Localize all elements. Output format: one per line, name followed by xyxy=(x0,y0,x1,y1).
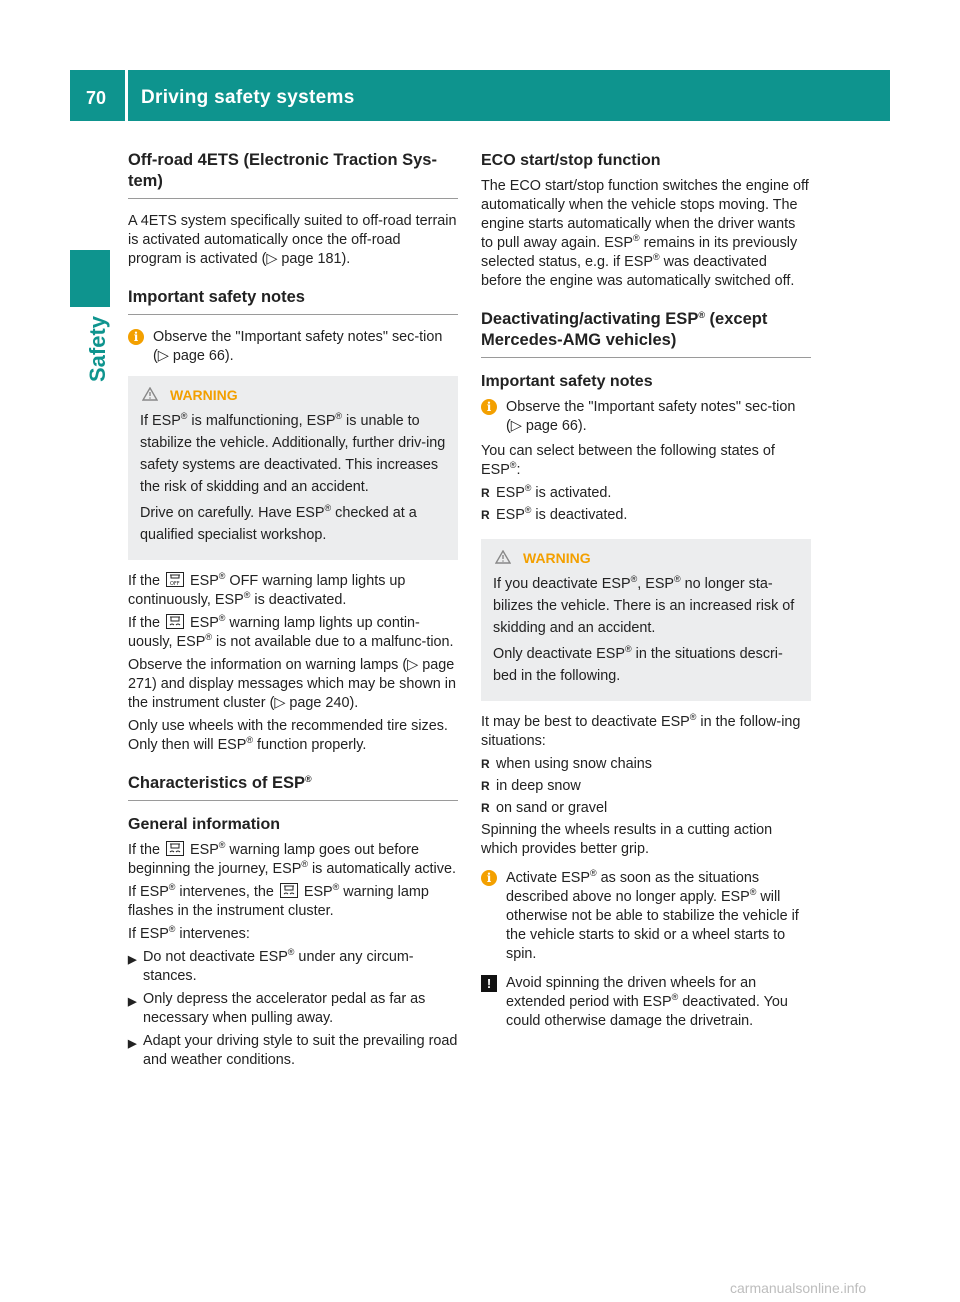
text-span: Deactivating/activating ESP xyxy=(481,310,699,328)
esp-lamp-icon xyxy=(280,883,298,898)
registered-mark: ® xyxy=(671,992,679,1002)
registered-mark: ® xyxy=(630,574,638,584)
warning-triangle-icon xyxy=(142,387,158,401)
text-span: ESP xyxy=(496,507,525,523)
list-item: R when using snow chains xyxy=(481,755,811,774)
registered-mark: ® xyxy=(324,503,332,513)
text-span: under any circum-stances. xyxy=(143,949,414,984)
arrow-icon: ▶ xyxy=(128,1038,137,1050)
warning-paragraph-1 xyxy=(140,410,448,498)
text-span: is not available due to a malfunc-tion. xyxy=(211,634,454,650)
left-column xyxy=(128,150,458,1074)
text-span: : xyxy=(516,462,521,478)
esp-off-lamp-icon xyxy=(166,572,184,587)
text-span: You can select between the following states of ESP xyxy=(481,443,775,478)
list-item xyxy=(481,506,811,525)
text-span: is malfunctioning, ESP xyxy=(187,413,336,429)
registered-mark: ® xyxy=(218,840,226,850)
right-column xyxy=(481,150,811,1037)
paragraph-wheels xyxy=(128,717,458,755)
text-span: The ECO start/stop function switches the engine off automatically when the vehicle stops moving. The engine starts automatically when the driver wants to pull away again. ESP xyxy=(481,178,809,251)
text-span: If the xyxy=(128,615,160,631)
registered-mark: ® xyxy=(524,505,532,515)
heading-safety-notes-right: Important safety notes xyxy=(481,373,653,390)
paragraph-lamp-goes-out xyxy=(128,841,458,879)
svg-text:OFF: OFF xyxy=(170,581,180,587)
info-icon: i xyxy=(481,870,497,886)
text-span: If the xyxy=(128,573,160,589)
list-item: R on sand or gravel xyxy=(481,799,811,818)
text-span: intervenes: xyxy=(175,926,250,942)
step-item xyxy=(128,948,458,986)
text-span: Activate ESP xyxy=(506,870,590,886)
heading-eco-start-stop: ECO start/stop function xyxy=(481,152,661,169)
warning-box xyxy=(481,539,811,701)
warning-heading xyxy=(493,547,801,569)
paragraph-best-to-deactivate xyxy=(481,713,811,751)
text-span: remains in its previously selected status, e.g. if ESP xyxy=(481,235,798,270)
registered-mark: ® xyxy=(287,947,295,957)
registered-mark: ® xyxy=(652,252,660,262)
heading-deactivating-esp xyxy=(481,309,811,358)
header-divider xyxy=(125,70,128,121)
text-span: Drive on carefully. Have ESP xyxy=(140,505,325,521)
text-span: checked at a qualified specialist workshop. xyxy=(140,505,417,543)
step-item xyxy=(128,990,458,1028)
text-span: If ESP xyxy=(140,413,181,429)
paragraph-warning-lamps-info: Observe the information on warning lamps (▷ page 271) and display messages which may be shown in the instrument cluster (▷ page 240). xyxy=(128,657,456,711)
heading-general-info: General information xyxy=(128,816,281,833)
text-span: It may be best to deactivate ESP xyxy=(481,714,690,730)
registered-mark: ® xyxy=(689,712,697,722)
registered-mark: ® xyxy=(749,887,757,897)
info-icon: i xyxy=(128,329,144,345)
text-span: is deactivated. xyxy=(250,592,347,608)
info-icon: i xyxy=(481,399,497,415)
info-note xyxy=(128,328,458,366)
registered-mark: ® xyxy=(168,882,176,892)
text-span: OFF warning lamp lights up continuously, ESP xyxy=(128,573,406,608)
paragraph-spinning: Spinning the wheels results in a cutting action which provides better grip. xyxy=(481,822,773,857)
text-span: warning lamp lights up contin-uously, ESP xyxy=(128,615,420,650)
paragraph-esp-lamp xyxy=(128,614,458,652)
registered-mark: ® xyxy=(332,882,340,892)
text-span: will otherwise not be able to stabilize the vehicle if the vehicle starts to skid or a wheel starts to spin. xyxy=(506,889,799,962)
text-span: Only use wheels with the recommended tire sizes. Only then will ESP xyxy=(128,718,448,753)
text-span: is unable to stabilize the vehicle. Additionally, further driv-ing safety systems are deactivated. This increases the risk of skidding and an accident. xyxy=(140,413,446,495)
registered-mark: ® xyxy=(205,632,212,642)
watermark: carmanualsonline.info xyxy=(730,1280,867,1296)
text-span: is activated. xyxy=(531,485,612,501)
text-span: (except Mercedes-AMG vehicles) xyxy=(481,310,768,349)
registered-mark: ® xyxy=(509,460,517,470)
esp-lamp-icon xyxy=(166,614,184,629)
heading-characteristics xyxy=(128,773,458,801)
warning-paragraph-2 xyxy=(493,643,801,687)
paragraph-4ets: A 4ETS system specifically suited to off-road terrain is activated automatically once the off-road program is activated (▷ page 181). xyxy=(128,213,457,267)
section-tab xyxy=(70,250,110,307)
text-span: Do not deactivate ESP xyxy=(143,949,288,965)
text-span: function properly. xyxy=(253,737,367,753)
text-span: ESP xyxy=(190,842,219,858)
exclamation-icon: ! xyxy=(481,975,497,992)
warning-triangle-icon xyxy=(495,550,511,564)
text-span: in the situations descri-bed in the following. xyxy=(493,646,783,684)
arrow-icon: ▶ xyxy=(128,954,137,966)
registered-mark: ® xyxy=(218,571,226,581)
text-span: ESP xyxy=(190,615,219,631)
text-span: intervenes, the xyxy=(175,884,274,900)
registered-mark: ® xyxy=(698,310,705,320)
step-item xyxy=(128,1032,458,1070)
text-span: Adapt your driving style to suit the prevailing road and weather conditions. xyxy=(143,1033,458,1068)
registered-mark: ® xyxy=(335,411,343,421)
esp-lamp-icon xyxy=(166,841,184,856)
text-span: If ESP xyxy=(128,884,169,900)
header-title: Driving safety systems xyxy=(141,87,355,108)
warning-paragraph-1 xyxy=(493,573,801,639)
info-note xyxy=(481,398,811,436)
text-span: Only deactivate ESP xyxy=(493,646,625,662)
paragraph-states xyxy=(481,442,811,480)
section-label: Safety xyxy=(85,315,110,382)
info-note-text: Observe the "Important safety notes" sec-tion (▷ page 66). xyxy=(506,399,796,434)
arrow-icon: ▶ xyxy=(128,996,137,1008)
text-span: , ESP xyxy=(637,576,675,592)
text-span: as soon as the situations described above no longer apply. ESP xyxy=(506,870,760,905)
paragraph-if-intervenes xyxy=(128,925,458,944)
text-span: is deactivated. xyxy=(531,507,628,523)
caution-note xyxy=(481,974,811,1031)
registered-mark: ® xyxy=(301,859,308,869)
text-span: If ESP xyxy=(128,926,169,942)
heading-safety-notes-text: Important safety notes xyxy=(128,288,305,306)
registered-mark: ® xyxy=(218,613,226,623)
text-span: If the xyxy=(128,842,160,858)
list-item: R in deep snow xyxy=(481,777,811,796)
registered-mark: ® xyxy=(246,735,254,745)
registered-mark: ® xyxy=(243,590,251,600)
text-span: in the follow-ing situations: xyxy=(481,714,801,749)
text-span: ESP xyxy=(496,485,525,501)
warning-heading xyxy=(140,384,448,406)
registered-mark: ® xyxy=(180,411,188,421)
registered-mark: ® xyxy=(524,483,532,493)
paragraph-eco xyxy=(481,177,811,291)
heading-safety-notes xyxy=(128,287,458,315)
registered-mark: ® xyxy=(589,868,597,878)
info-note xyxy=(481,869,811,964)
text-span: warning lamp flashes in the instrument cluster. xyxy=(128,884,429,919)
registered-mark: ® xyxy=(674,574,681,584)
registered-mark: ® xyxy=(168,924,176,934)
info-note-text: Observe the "Important safety notes" sec-tion (▷ page 66). xyxy=(153,329,443,364)
warning-box xyxy=(128,376,458,560)
text-span: no longer sta-bilizes the vehicle. There is an increased risk of skidding and an accident. xyxy=(493,576,795,636)
text-span: Only depress the accelerator pedal as far as necessary when pulling away. xyxy=(143,991,426,1026)
registered-mark: ® xyxy=(624,644,632,654)
page-number: 70 xyxy=(86,88,107,108)
text-span: Avoid spinning the driven wheels for an extended period with ESP xyxy=(506,975,757,1010)
warning-title: WARNING xyxy=(523,550,591,566)
text-span: If you deactivate ESP xyxy=(493,576,631,592)
text-span: ESP xyxy=(303,884,333,900)
registered-mark: ® xyxy=(305,774,312,784)
registered-mark: ® xyxy=(633,233,640,243)
text-span: was deactivated before the engine was automatically switched off. xyxy=(481,254,795,289)
text-span: warning lamp goes out before beginning the journey, ESP xyxy=(128,842,420,877)
warning-title: WARNING xyxy=(170,387,238,403)
text-span: deactivated. You could otherwise damage the drivetrain. xyxy=(506,994,788,1029)
paragraph-esp-off-lamp xyxy=(128,572,458,610)
heading-4ets: Off-road 4ETS (Electronic Traction Sys-tem) xyxy=(128,150,458,199)
warning-paragraph-2 xyxy=(140,502,448,546)
list-item xyxy=(481,484,811,503)
text-span: is automatically active. xyxy=(307,861,456,877)
paragraph-esp-intervenes xyxy=(128,883,458,921)
text-span: ESP xyxy=(190,573,219,589)
text-span: Characteristics of ESP xyxy=(128,774,305,792)
